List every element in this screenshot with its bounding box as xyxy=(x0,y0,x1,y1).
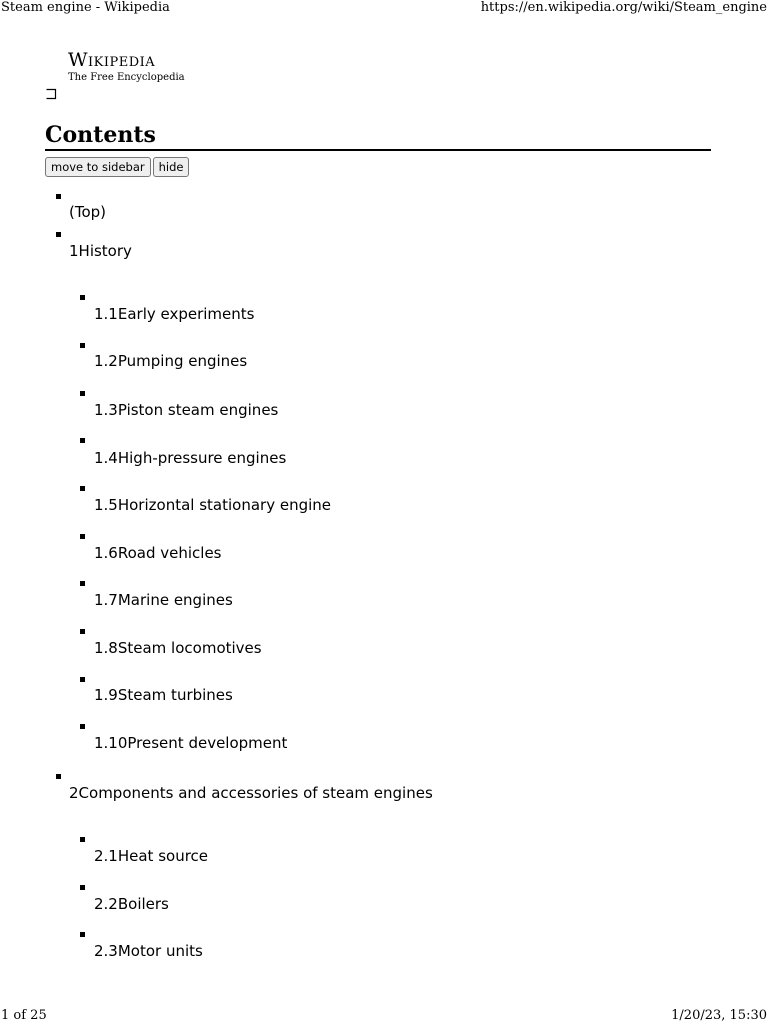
toc-item-present-development[interactable]: 1.10Present development xyxy=(94,734,288,752)
toc-button-group xyxy=(45,157,191,177)
wikipedia-wordmark: Wikipedia xyxy=(68,49,156,71)
list-bullet-icon xyxy=(80,486,85,491)
list-bullet-icon xyxy=(56,194,61,199)
list-bullet-icon xyxy=(80,295,85,300)
toc-item-heat-source[interactable]: 2.1Heat source xyxy=(94,847,209,865)
list-bullet-icon xyxy=(80,391,85,396)
list-bullet-icon xyxy=(80,677,85,682)
page-url: https://en.wikipedia.org/wiki/Steam_engine xyxy=(480,0,767,15)
list-bullet-icon xyxy=(80,724,85,729)
move-to-sidebar-button[interactable]: move to sidebar xyxy=(45,157,151,177)
list-bullet-icon xyxy=(80,534,85,539)
wikipedia-logo[interactable] xyxy=(68,49,198,87)
print-timestamp: 1/20/23, 15:30 xyxy=(671,1008,767,1023)
toc-item-piston-steam-engines[interactable]: 1.3Piston steam engines xyxy=(94,401,279,419)
print-footer xyxy=(0,1008,768,1024)
toc-item-history[interactable]: 1History xyxy=(69,242,132,260)
toc-item-steam-locomotives[interactable]: 1.8Steam locomotives xyxy=(94,639,262,657)
list-bullet-icon xyxy=(80,343,85,348)
list-bullet-icon xyxy=(80,837,85,842)
toc-item-early-experiments[interactable]: 1.1Early experiments xyxy=(94,305,255,323)
toc-heading: Contents xyxy=(45,121,711,151)
hide-toc-button[interactable]: hide xyxy=(153,157,190,177)
toc-item-top[interactable]: (Top) xyxy=(69,203,107,221)
menu-toggle-checkbox[interactable] xyxy=(45,88,57,100)
toc-item-steam-turbines[interactable]: 1.9Steam turbines xyxy=(94,686,233,704)
toc-item-components-accessories[interactable]: 2Components and accessories of steam engines xyxy=(69,784,433,802)
list-bullet-icon xyxy=(80,932,85,937)
toc-item-road-vehicles[interactable]: 1.6Road vehicles xyxy=(94,544,222,562)
list-bullet-icon xyxy=(80,438,85,443)
page-title: Steam engine - Wikipedia xyxy=(1,0,170,15)
list-bullet-icon xyxy=(56,232,61,237)
toc-item-marine-engines[interactable]: 1.7Marine engines xyxy=(94,591,233,609)
print-header xyxy=(0,0,768,16)
wikipedia-tagline: The Free Encyclopedia xyxy=(68,72,185,83)
toc-item-motor-units[interactable]: 2.3Motor units xyxy=(94,942,203,960)
toc-item-boilers[interactable]: 2.2Boilers xyxy=(94,895,169,913)
list-bullet-icon xyxy=(80,581,85,586)
toc-item-high-pressure-engines[interactable]: 1.4High-pressure engines xyxy=(94,449,287,467)
toc-item-horizontal-stationary-engine[interactable]: 1.5Horizontal stationary engine xyxy=(94,496,331,514)
page-indicator: 1 of 25 xyxy=(1,1008,47,1023)
list-bullet-icon xyxy=(56,774,61,779)
toc-item-pumping-engines[interactable]: 1.2Pumping engines xyxy=(94,352,248,370)
list-bullet-icon xyxy=(80,885,85,890)
list-bullet-icon xyxy=(80,629,85,634)
